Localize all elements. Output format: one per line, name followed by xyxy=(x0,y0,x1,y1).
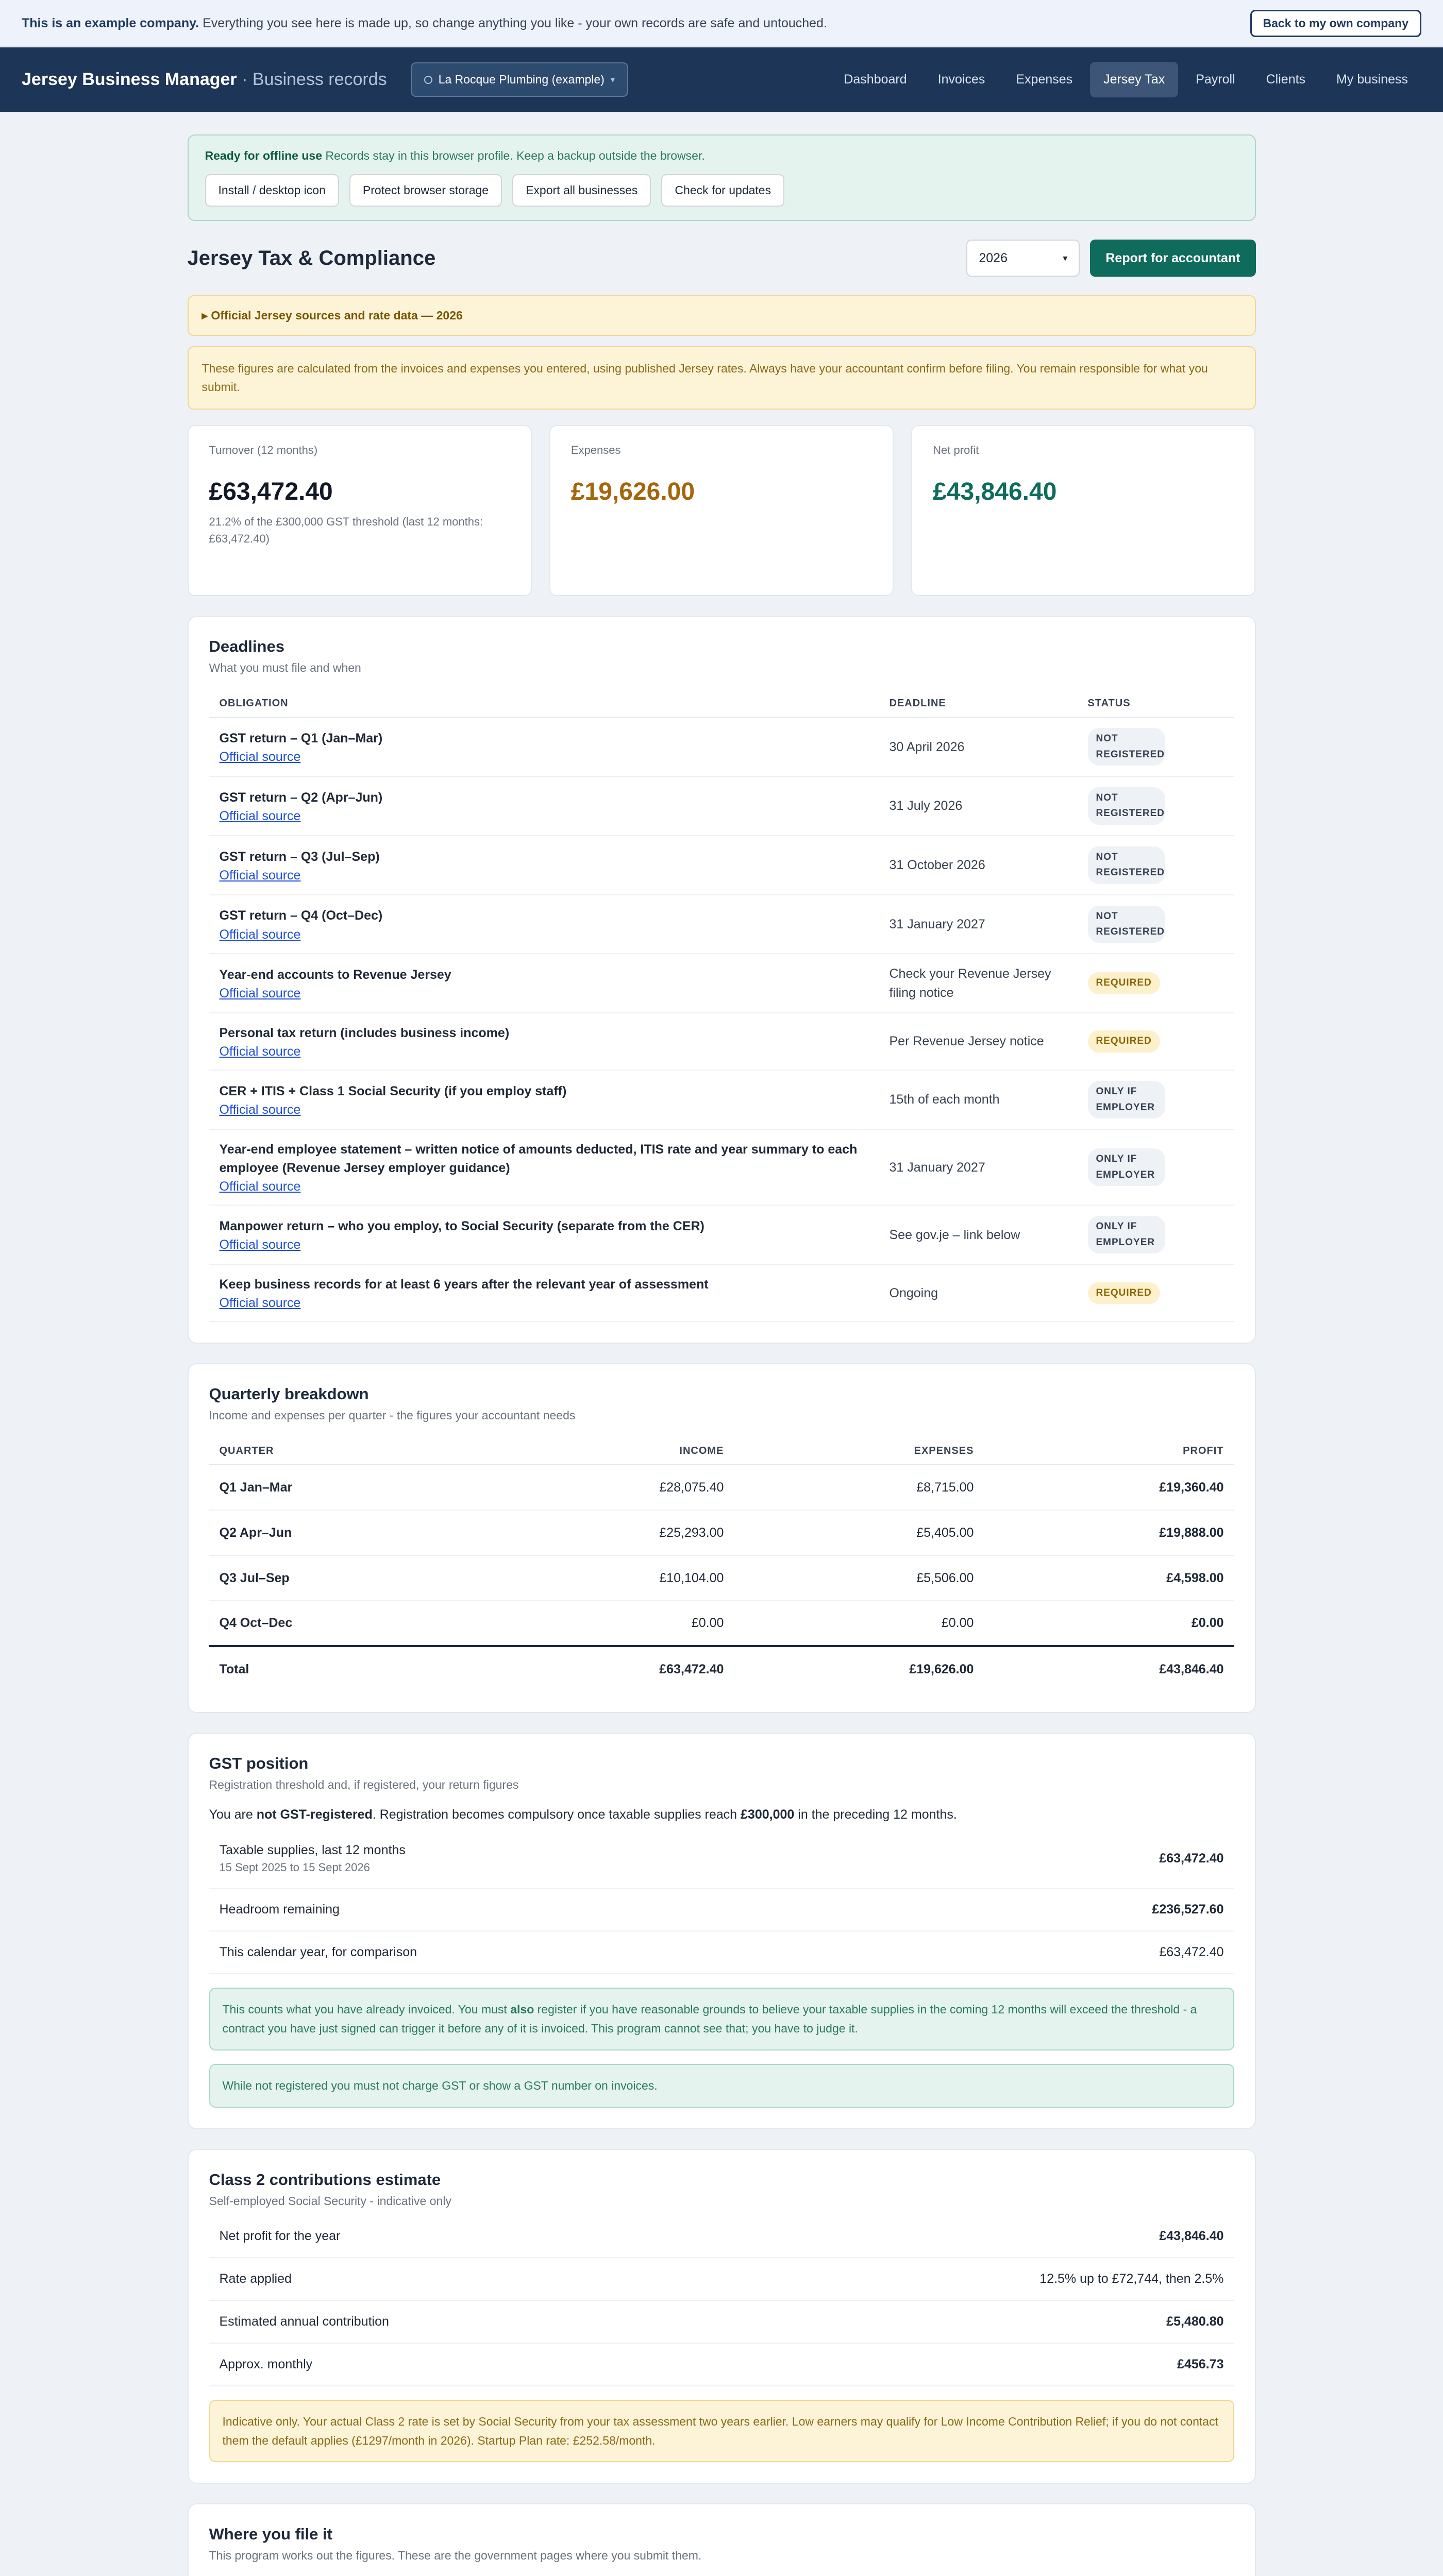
filing-card xyxy=(188,2503,1256,2576)
taxable-supplies-label-block xyxy=(220,1843,406,1874)
col-deadline: DEADLINE xyxy=(879,690,1078,717)
obligation-name: GST return – Q2 (Apr–Jun) xyxy=(219,790,383,805)
status-cell xyxy=(1078,954,1234,1013)
headroom-row xyxy=(209,1889,1234,1931)
quarter-name: Q2 Apr–Jun xyxy=(209,1510,484,1555)
status-badge: ONLY IF EMPLOYER xyxy=(1088,1148,1165,1186)
class2-note: Indicative only. Your actual Class 2 rate is set by Social Security from your tax assessment two years earlier. Low earners may qualify for Low Income Contribution Relief; if you do not contact them the default applies (£1297/month in 2026). Startup Plan rate: £252.58/month. xyxy=(209,2400,1234,2463)
official-sources-toggle[interactable]: ▸ Official Jersey sources and rate data — 2026 xyxy=(188,295,1256,336)
quarter-name: Q4 Oct–Dec xyxy=(209,1601,484,1646)
obligation-cell xyxy=(209,954,879,1013)
col-obligation: OBLIGATION xyxy=(209,690,879,717)
deadlines-title: Deadlines xyxy=(209,637,284,656)
total-income: £63,472.40 xyxy=(484,1646,734,1691)
obligation-name: Year-end accounts to Revenue Jersey xyxy=(219,968,451,982)
obligation-cell xyxy=(209,1070,879,1129)
total-row xyxy=(209,1646,1234,1691)
summary-stats xyxy=(188,425,1256,596)
nav-payroll[interactable]: Payroll xyxy=(1196,72,1235,87)
quarter-profit: £0.00 xyxy=(984,1601,1234,1646)
status-badge: ONLY IF EMPLOYER xyxy=(1088,1216,1165,1253)
deadline-date: Per Revenue Jersey notice xyxy=(879,1013,1078,1070)
gst-note-bold: also xyxy=(510,2003,534,2016)
official-source-link[interactable]: Official source xyxy=(219,1103,301,1117)
quarter-name: Q1 Jan–Mar xyxy=(209,1465,484,1510)
quarter-profit: £19,888.00 xyxy=(984,1510,1234,1555)
quarter-income: £25,293.00 xyxy=(484,1510,734,1555)
quarter-income: £10,104.00 xyxy=(484,1555,734,1601)
main-content xyxy=(188,112,1256,2576)
filing-subtitle: This program works out the figures. These are the government pages where you submit them. xyxy=(209,2549,702,2563)
main-nav xyxy=(830,62,1421,97)
col-profit: PROFIT xyxy=(984,1438,1234,1465)
deadline-date: See gov.je – link below xyxy=(879,1205,1078,1264)
deadline-date: 31 January 2027 xyxy=(879,895,1078,954)
class2-label: Rate applied xyxy=(219,2271,292,2286)
class2-row xyxy=(209,2301,1234,2344)
class2-row xyxy=(209,2215,1234,2258)
offline-panel xyxy=(188,134,1256,221)
total-profit: £43,846.40 xyxy=(984,1646,1234,1691)
deadlines-subtitle: What you must file and when xyxy=(209,661,361,675)
offline-bold: Ready for offline use xyxy=(205,149,322,162)
example-company-banner xyxy=(0,0,1443,47)
status-badge: REQUIRED xyxy=(1088,1030,1160,1052)
status-badge: NOT REGISTERED xyxy=(1088,846,1165,884)
calendar-year-label: This calendar year, for comparison xyxy=(219,1945,417,1960)
turnover-value: £63,472.40 xyxy=(209,478,333,506)
gst-note-part-b: register if you have reasonable grounds to believe your taxable supplies in the coming 12 months will exceed the threshold - a contract you have just signed can trigger it before any of it is invoiced. This program cannot see that; you have to judge it. xyxy=(222,2003,1197,2036)
quarterly-subtitle: Income and expenses per quarter - the figures your accountant needs xyxy=(209,1409,576,1422)
turnover-card xyxy=(188,425,532,596)
headroom-label: Headroom remaining xyxy=(219,1902,340,1917)
status-cell xyxy=(1078,1013,1234,1070)
col-expenses: EXPENSES xyxy=(734,1438,984,1465)
gst-registration-note xyxy=(209,1988,1234,2050)
official-source-link[interactable]: Official source xyxy=(219,868,301,883)
year-value: 2026 xyxy=(979,250,1008,265)
deadline-row xyxy=(209,895,1234,954)
quarter-row xyxy=(209,1555,1234,1601)
obligation-name: CER + ITIS + Class 1 Social Security (if you employ staff) xyxy=(219,1083,567,1098)
chevron-down-icon: ▾ xyxy=(610,75,615,84)
obligation-name: GST return – Q4 (Oct–Dec) xyxy=(219,908,383,923)
deadline-row xyxy=(209,1070,1234,1129)
offline-message xyxy=(205,149,1238,163)
official-source-link[interactable]: Official source xyxy=(219,750,301,765)
class2-card xyxy=(188,2149,1256,2484)
turnover-sub: 21.2% of the £300,000 GST threshold (last 12 months: £63,472.40) xyxy=(209,515,483,546)
official-source-link[interactable]: Official source xyxy=(219,1044,301,1059)
obligation-name: Keep business records for at least 6 years after the relevant year of assessment xyxy=(219,1277,709,1292)
deadline-row xyxy=(209,1013,1234,1070)
col-quarter: QUARTER xyxy=(209,1438,484,1465)
app-subtitle: · Business records xyxy=(237,70,387,89)
gst-intro-amount: £300,000 xyxy=(741,1807,795,1822)
deadline-date: 31 October 2026 xyxy=(879,836,1078,895)
total-expenses: £19,626.00 xyxy=(734,1646,984,1691)
official-source-link[interactable]: Official source xyxy=(219,1296,301,1311)
deadline-row xyxy=(209,954,1234,1013)
deadline-row xyxy=(209,1129,1234,1206)
deadline-date: Ongoing xyxy=(879,1264,1078,1321)
status-badge: NOT REGISTERED xyxy=(1088,728,1165,766)
disclaimer-note: These figures are calculated from the invoices and expenses you entered, using published Jersey rates. Always have your accountant confirm before filing. You remain responsible for what you submit. xyxy=(188,346,1256,410)
app-title: Jersey Business Manager xyxy=(22,70,237,89)
status-badge: REQUIRED xyxy=(1088,1282,1160,1304)
status-badge: NOT REGISTERED xyxy=(1088,787,1165,825)
deadlines-card xyxy=(188,616,1256,1344)
headroom-value: £236,527.60 xyxy=(1152,1902,1224,1917)
taxable-supplies-label: Taxable supplies, last 12 months xyxy=(219,1843,406,1858)
banner-message xyxy=(22,16,827,31)
taxable-supplies-value: £63,472.40 xyxy=(1159,1851,1224,1866)
title-row xyxy=(188,240,1256,277)
taxable-supplies-row xyxy=(209,1829,1234,1889)
status-cell xyxy=(1078,1264,1234,1321)
obligation-name: Year-end employee statement – written notice of amounts deducted, ITIS rate and year summary to each employee (Revenue Jersey employer guidance) xyxy=(219,1142,858,1176)
deadline-date: 30 April 2026 xyxy=(879,717,1078,776)
status-cell xyxy=(1078,1205,1234,1264)
protect-storage-button[interactable]: Protect browser storage xyxy=(349,174,502,207)
status-badge: ONLY IF EMPLOYER xyxy=(1088,1081,1165,1118)
deadlines-table xyxy=(209,690,1234,1322)
quarter-profit: £4,598.00 xyxy=(984,1555,1234,1601)
deadline-row xyxy=(209,717,1234,776)
status-cell xyxy=(1078,895,1234,954)
obligation-name: GST return – Q1 (Jan–Mar) xyxy=(219,731,383,746)
class2-value: £43,846.40 xyxy=(1159,2228,1224,2243)
gst-status-text xyxy=(209,1807,1234,1822)
official-source-link[interactable]: Official source xyxy=(219,809,301,824)
quarter-row xyxy=(209,1601,1234,1646)
gst-subtitle: Registration threshold and, if registered, your return figures xyxy=(209,1778,519,1792)
status-badge: NOT REGISTERED xyxy=(1088,906,1165,943)
status-cell xyxy=(1078,1129,1234,1206)
class2-label: Net profit for the year xyxy=(219,2228,341,2243)
nav-invoices[interactable]: Invoices xyxy=(937,72,985,87)
status-cell xyxy=(1078,776,1234,836)
deadline-date: 15th of each month xyxy=(879,1070,1078,1129)
class2-value: £5,480.80 xyxy=(1166,2314,1224,2329)
banner-text: Everything you see here is made up, so change anything you like - your own records are safe and untouched. xyxy=(203,15,827,30)
net-profit-card xyxy=(911,425,1255,596)
class2-value: 12.5% up to £72,744, then 2.5% xyxy=(1039,2271,1224,2286)
gst-intro-1: You are xyxy=(209,1807,257,1822)
gst-intro-2: . Registration becomes compulsory once taxable supplies reach xyxy=(372,1807,741,1822)
class2-row xyxy=(209,2258,1234,2301)
banner-bold: This is an example company. xyxy=(22,15,199,30)
page-title: Jersey Tax & Compliance xyxy=(187,246,436,269)
chevron-down-icon: ▾ xyxy=(1063,252,1068,263)
gst-intro-3: in the preceding 12 months. xyxy=(794,1807,957,1822)
filing-title: Where you file it xyxy=(209,2525,332,2544)
quarter-income: £28,075.40 xyxy=(484,1465,734,1510)
quarter-name: Q3 Jul–Sep xyxy=(209,1555,484,1601)
class2-value: £456.73 xyxy=(1177,2357,1224,2371)
gst-position-card xyxy=(188,1733,1256,2129)
obligation-cell xyxy=(209,776,879,836)
year-select[interactable] xyxy=(966,240,1080,277)
obligation-name: Manpower return – who you employ, to Social Security (separate from the CER) xyxy=(219,1219,704,1234)
quarterly-title: Quarterly breakdown xyxy=(209,1385,369,1403)
deadline-date: Check your Revenue Jersey filing notice xyxy=(879,954,1078,1013)
expenses-label: Expenses xyxy=(571,444,621,457)
quarter-expenses: £8,715.00 xyxy=(734,1465,984,1510)
nav-clients[interactable]: Clients xyxy=(1266,72,1306,87)
deadline-row xyxy=(209,776,1234,836)
official-source-link[interactable]: Official source xyxy=(219,927,301,942)
gst-not-registered-note: While not registered you must not charge GST or show a GST number on invoices. xyxy=(209,2064,1234,2108)
obligation-name: GST return – Q3 (Jul–Sep) xyxy=(219,849,380,864)
deadline-date: 31 January 2027 xyxy=(879,1129,1078,1206)
class2-label: Approx. monthly xyxy=(219,2357,313,2371)
status-cell xyxy=(1078,836,1234,895)
obligation-cell xyxy=(209,1264,879,1321)
status-cell xyxy=(1078,717,1234,776)
offline-text: Records stay in this browser profile. Keep a backup outside the browser. xyxy=(325,149,705,162)
quarter-row xyxy=(209,1465,1234,1510)
col-status: STATUS xyxy=(1078,690,1234,717)
quarterly-table xyxy=(209,1438,1234,1691)
turnover-label: Turnover (12 months) xyxy=(209,444,318,457)
quarter-expenses: £0.00 xyxy=(734,1601,984,1646)
deadline-row xyxy=(209,1264,1234,1321)
deadline-row xyxy=(209,1205,1234,1264)
official-source-link[interactable]: Official source xyxy=(219,986,301,1001)
obligation-name: Personal tax return (includes business income) xyxy=(219,1025,510,1040)
report-for-accountant-button[interactable]: Report for accountant xyxy=(1090,240,1255,277)
taxable-supplies-range: 15 Sept 2025 to 15 Sept 2026 xyxy=(219,1861,370,1874)
obligation-cell xyxy=(209,1013,879,1070)
nav-expenses[interactable]: Expenses xyxy=(1016,72,1073,87)
gst-note-part-a: This counts what you have already invoiced. You must xyxy=(222,2003,511,2016)
obligation-cell xyxy=(209,717,879,776)
company-name: La Rocque Plumbing (example) xyxy=(438,73,605,86)
export-all-button[interactable]: Export all businesses xyxy=(512,174,651,207)
obligation-cell xyxy=(209,895,879,954)
nav-jersey-tax[interactable]: Jersey Tax xyxy=(1090,62,1178,97)
class2-subtitle: Self-employed Social Security - indicative only xyxy=(209,2194,451,2208)
quarter-income: £0.00 xyxy=(484,1601,734,1646)
net-profit-value: £43,846.40 xyxy=(933,478,1057,506)
official-source-link[interactable]: Official source xyxy=(219,1179,301,1194)
quarter-expenses: £5,506.00 xyxy=(734,1555,984,1601)
obligation-cell xyxy=(209,1205,879,1264)
calendar-year-value: £63,472.40 xyxy=(1159,1945,1224,1960)
app-brand xyxy=(22,70,387,90)
quarterly-card xyxy=(188,1363,1256,1713)
company-selector[interactable] xyxy=(411,62,628,97)
official-source-link[interactable]: Official source xyxy=(219,1238,301,1252)
class2-label: Estimated annual contribution xyxy=(219,2314,389,2329)
offline-actions xyxy=(205,174,1238,207)
install-desktop-button[interactable]: Install / desktop icon xyxy=(205,174,339,207)
expenses-value: £19,626.00 xyxy=(571,478,695,506)
obligation-cell xyxy=(209,1129,879,1206)
deadline-row xyxy=(209,836,1234,895)
deadline-date: 31 July 2026 xyxy=(879,776,1078,836)
quarter-profit: £19,360.40 xyxy=(984,1465,1234,1510)
status-badge: REQUIRED xyxy=(1088,972,1160,994)
gst-title: GST position xyxy=(209,1754,309,1773)
expenses-card xyxy=(549,425,894,596)
check-updates-button[interactable]: Check for updates xyxy=(661,174,784,207)
status-cell xyxy=(1078,1070,1234,1129)
net-profit-label: Net profit xyxy=(933,444,979,457)
quarter-row xyxy=(209,1510,1234,1555)
nav-my-business[interactable]: My business xyxy=(1336,72,1408,87)
calendar-year-row xyxy=(209,1931,1234,1974)
top-navigation-bar xyxy=(0,47,1443,112)
obligation-cell xyxy=(209,836,879,895)
total-label: Total xyxy=(209,1646,484,1691)
company-circle-icon xyxy=(424,76,432,84)
nav-dashboard[interactable]: Dashboard xyxy=(844,72,907,87)
quarter-expenses: £5,405.00 xyxy=(734,1510,984,1555)
class2-title: Class 2 contributions estimate xyxy=(209,2170,441,2189)
class2-row xyxy=(209,2344,1234,2386)
gst-intro-bold: not GST-registered xyxy=(256,1807,373,1822)
back-to-own-company-button[interactable]: Back to my own company xyxy=(1250,10,1421,37)
col-income: INCOME xyxy=(484,1438,734,1465)
